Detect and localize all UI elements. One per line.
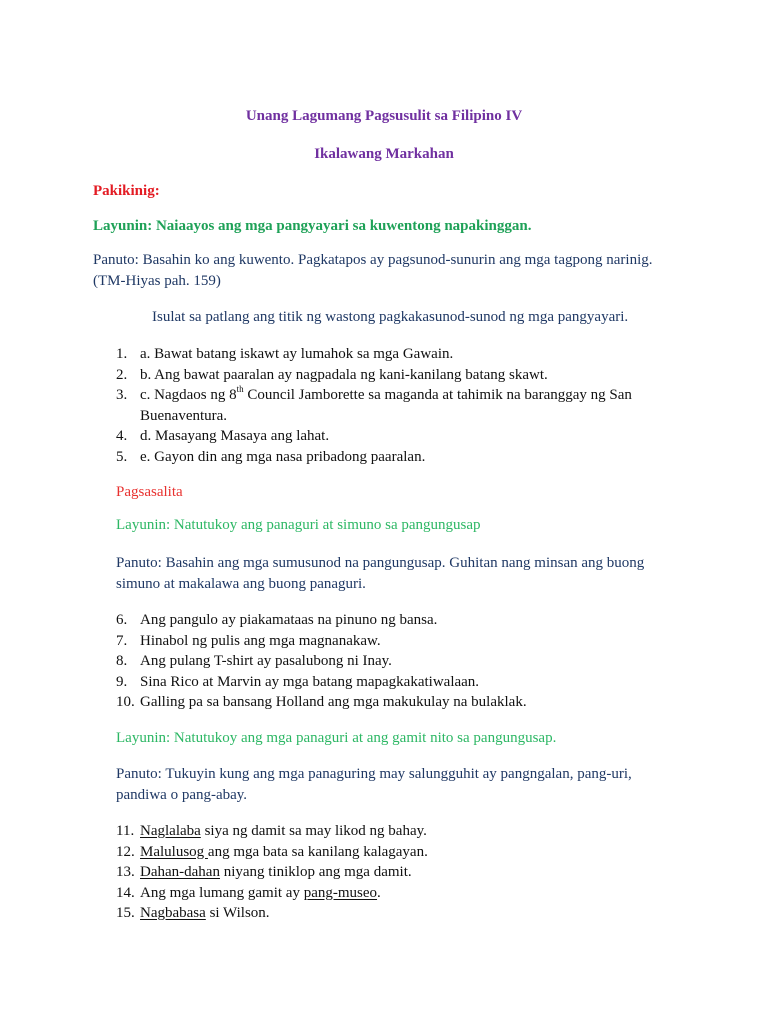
objective-2: Layunin: Natutukoy ang panaguri at simuno sa pangungusap	[116, 517, 481, 533]
item-text-continuation: Buenaventura.	[140, 407, 228, 424]
underlined-predicate: pang-museo	[303, 884, 378, 901]
list-item	[116, 883, 428, 904]
item-text-part: c. Nagdaos ng 8	[140, 387, 237, 403]
item-text-part: .	[377, 884, 381, 901]
item-number: 14.	[116, 884, 135, 901]
item-number: 11.	[116, 823, 135, 839]
instruction-1-line1: Panuto: Basahin ko ang kuwento. Pagkatapos ay pagsunod-sunurin ang mga tagpong narinig.	[93, 252, 653, 268]
instruction-3-line1: Panuto: Tukuyin kung ang mga panaguring may salungguhit ay pangngalan, pang-uri,	[116, 766, 632, 782]
section-heading-pakikinig: Pakikinig:	[93, 183, 160, 199]
document-title: Unang Lagumang Pagsusulit sa Filipino IV	[245, 108, 523, 124]
item-number: 6.	[116, 612, 128, 628]
underlined-predicate: Dahan-dahan	[140, 864, 220, 880]
item-text: Galling pa sa bansang Holland ang mga makukulay na bulaklak.	[140, 694, 527, 710]
item-number: 3.	[116, 387, 128, 403]
instruction-2-line2: simuno at makalawa ang buong panaguri.	[116, 576, 366, 592]
item-text: a. Bawat batang iskawt ay lumahok sa mga Gawain.	[140, 346, 454, 362]
item-text	[140, 862, 412, 883]
item-text-part: niyang tiniklop ang mga damit.	[219, 864, 412, 880]
underlined-predicate: Naglalaba	[140, 823, 201, 839]
list-item	[116, 842, 428, 863]
item-number: 9.	[116, 673, 128, 690]
item-text: Sina Rico at Marvin ay mga batang mapagkakatiwalaan.	[140, 673, 480, 690]
item-text	[140, 883, 381, 904]
item-text	[140, 821, 427, 842]
list-item	[116, 610, 527, 631]
list-item	[116, 385, 660, 426]
item-number: 8.	[116, 653, 128, 669]
item-text	[140, 385, 660, 426]
list-item	[116, 631, 527, 652]
instruction-3-line2: pandiwa o pang-abay.	[116, 787, 248, 803]
objective-1: Layunin: Naiaayos ang mga pangyayari sa kuwentong napakinggan.	[93, 218, 532, 234]
list-item	[116, 426, 660, 447]
item-text: e. Gayon din ang mga nasa pribadong paaralan.	[140, 448, 426, 465]
item-number: 5.	[116, 448, 128, 465]
item-text: d. Masayang Masaya ang lahat.	[140, 428, 330, 444]
item-number: 1.	[116, 346, 128, 362]
item-text-part: Council Jamborette sa maganda at tahimik na baranggay ng San	[243, 387, 632, 403]
objective-3: Layunin: Natutukoy ang mga panaguri at ang gamit nito sa pangungusap.	[116, 730, 557, 746]
item-text: Ang pangulo ay piakamataas na pinuno ng bansa.	[140, 612, 438, 628]
item-text: Hinabol ng pulis ang mga magnanakaw.	[140, 632, 381, 649]
list-item	[116, 447, 660, 468]
item-number: 13.	[116, 864, 135, 880]
item-number: 7.	[116, 632, 128, 649]
item-text: Ang pulang T-shirt ay pasalubong ni Inay.	[140, 653, 392, 669]
instruction-2-line1: Panuto: Basahin ang mga sumusunod na pangungusap. Guhitan nang minsan ang buong	[116, 555, 645, 571]
item-number: 15.	[116, 905, 135, 921]
question-list-2	[116, 610, 527, 713]
question-list-3	[116, 821, 428, 924]
item-number: 10.	[116, 694, 135, 710]
instruction-1-line2: (TM-Hiyas pah. 159)	[93, 273, 221, 289]
section-heading-pagsasalita: Pagsasalita	[116, 484, 183, 500]
ordinal-suffix: th	[236, 384, 244, 394]
item-text-part: Ang mga lumang gamit ay	[140, 884, 304, 901]
item-text-part: si Wilson.	[205, 905, 270, 921]
list-item	[116, 344, 660, 365]
item-text: b. Ang bawat paaralan ay nagpadala ng kani-kanilang batang skawt.	[140, 366, 548, 383]
item-text-part: siya ng damit sa may likod ng bahay.	[200, 823, 427, 839]
list-item	[116, 651, 527, 672]
item-text	[140, 842, 428, 863]
list-item	[116, 862, 428, 883]
item-text-part: ang mga bata sa kanilang kalagayan.	[207, 843, 428, 860]
item-number: 4.	[116, 428, 128, 444]
document-subtitle: Ikalawang Markahan	[314, 146, 454, 162]
list-item	[116, 365, 660, 386]
list-item	[116, 672, 527, 693]
sub-instruction-1: Isulat sa patlang ang titik ng wastong pagkakasunod-sunod ng mga pangyayari.	[152, 309, 629, 325]
list-item	[116, 903, 428, 924]
list-item	[116, 821, 428, 842]
item-number: 2.	[116, 366, 128, 383]
item-text	[140, 903, 270, 924]
underlined-predicate: Nagbabasa	[140, 905, 206, 921]
item-number: 12.	[116, 843, 135, 860]
question-list-1	[116, 344, 660, 467]
list-item	[116, 692, 527, 713]
underlined-predicate: Malulusog	[140, 843, 208, 860]
